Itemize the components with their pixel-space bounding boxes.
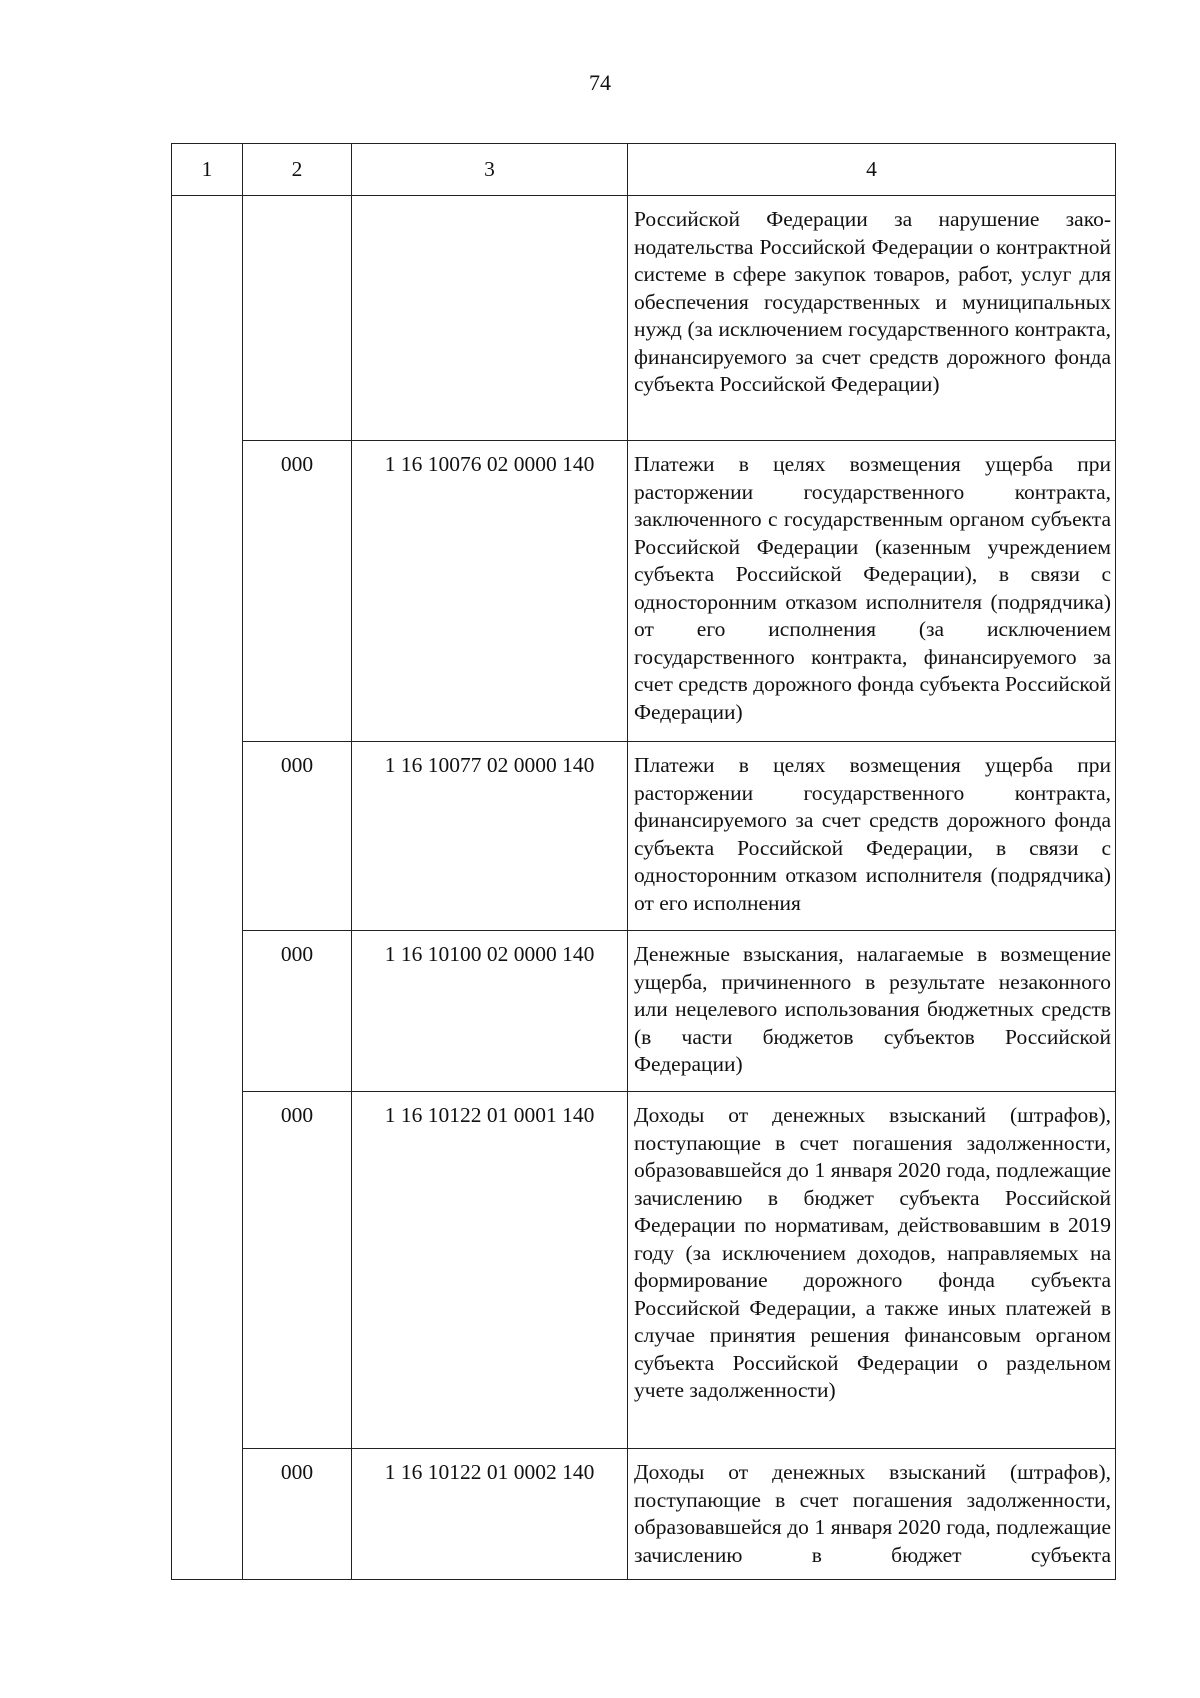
admin-code-cell: 000 bbox=[243, 1449, 352, 1580]
income-code-cell: 1 16 10122 01 0002 140 bbox=[352, 1449, 628, 1580]
table-row bbox=[172, 742, 1116, 931]
income-code-cell: 1 16 10076 02 0000 140 bbox=[352, 441, 628, 742]
table-row bbox=[172, 1449, 1116, 1580]
table-row bbox=[172, 931, 1116, 1092]
income-code-cell: 1 16 10100 02 0000 140 bbox=[352, 931, 628, 1092]
income-code-cell: 1 16 10122 01 0001 140 bbox=[352, 1092, 628, 1449]
description-cell: Доходы от денежных взысканий (штрафов), поступающие в счет погашения задолженности, образовавшейся до 1 января 2020 года, подлежащие зачислению в бюджет субъекта Российской Федерации по нормативам, действовавшим в 2019 году (за исключением доходов, направляемых на формирование дорожного фонда субъекта Российской Федерации, а также иных платежей в случае принятия решения финансовым органом субъекта Российской Федерации о раздельном учете задолженности) bbox=[628, 1092, 1116, 1449]
income-code-cell bbox=[352, 196, 628, 441]
budget-codes-table bbox=[171, 143, 1116, 1580]
admin-code-cell: 000 bbox=[243, 1092, 352, 1449]
admin-code-cell bbox=[243, 196, 352, 441]
header-col-1: 1 bbox=[172, 144, 243, 196]
table-row bbox=[172, 1092, 1116, 1449]
col-1-cell bbox=[172, 196, 243, 1580]
admin-code-cell: 000 bbox=[243, 931, 352, 1092]
header-col-4: 4 bbox=[628, 144, 1116, 196]
table-row bbox=[172, 196, 1116, 441]
description-cell: Российской Федерации за нарушение законодательства Российской Федерации о контрактной системе в сфере закупок товаров, работ, услуг для обеспечения государственных и муниципальных нужд (за исключением государственного контракта, финансируемого за счет средств дорожного фонда субъекта Российской Федерации) bbox=[628, 196, 1116, 441]
income-code-cell: 1 16 10077 02 0000 140 bbox=[352, 742, 628, 931]
table-row bbox=[172, 441, 1116, 742]
admin-code-cell: 000 bbox=[243, 742, 352, 931]
description-cell: Денежные взыскания, налагаемые в возмещение ущерба, причиненного в результате незаконного или нецелевого использования бюджетных средств (в части бюджетов субъектов Российской Федерации) bbox=[628, 931, 1116, 1092]
description-cell: Платежи в целях возмещения ущерба при расторжении государственного контракта, финансируемого за счет средств дорожного фонда субъекта Российской Федерации, в связи с односторонним отказом исполнителя (подрядчика) от его исполнения bbox=[628, 742, 1116, 931]
description-cell: Платежи в целях возмещения ущерба при расторжении государственного контракта, заключенного с государственным органом субъекта Российской Федерации (казенным учреждением субъекта Российской Федерации), в связи с односторонним отказом исполнителя (подрядчика) от его исполнения (за исключением государственного контракта, финансируемого за счет средств дорожного фонда субъекта Российской Федерации) bbox=[628, 441, 1116, 742]
page-number: 74 bbox=[589, 70, 611, 95]
header-col-2: 2 bbox=[243, 144, 352, 196]
header-col-3: 3 bbox=[352, 144, 628, 196]
table-header-row bbox=[172, 144, 1116, 196]
admin-code-cell: 000 bbox=[243, 441, 352, 742]
description-cell: Доходы от денежных взысканий (штрафов), поступающие в счет погашения задолженности, образовавшейся до 1 января 2020 года, подлежащие зачислению в бюджет субъекта bbox=[628, 1449, 1116, 1580]
